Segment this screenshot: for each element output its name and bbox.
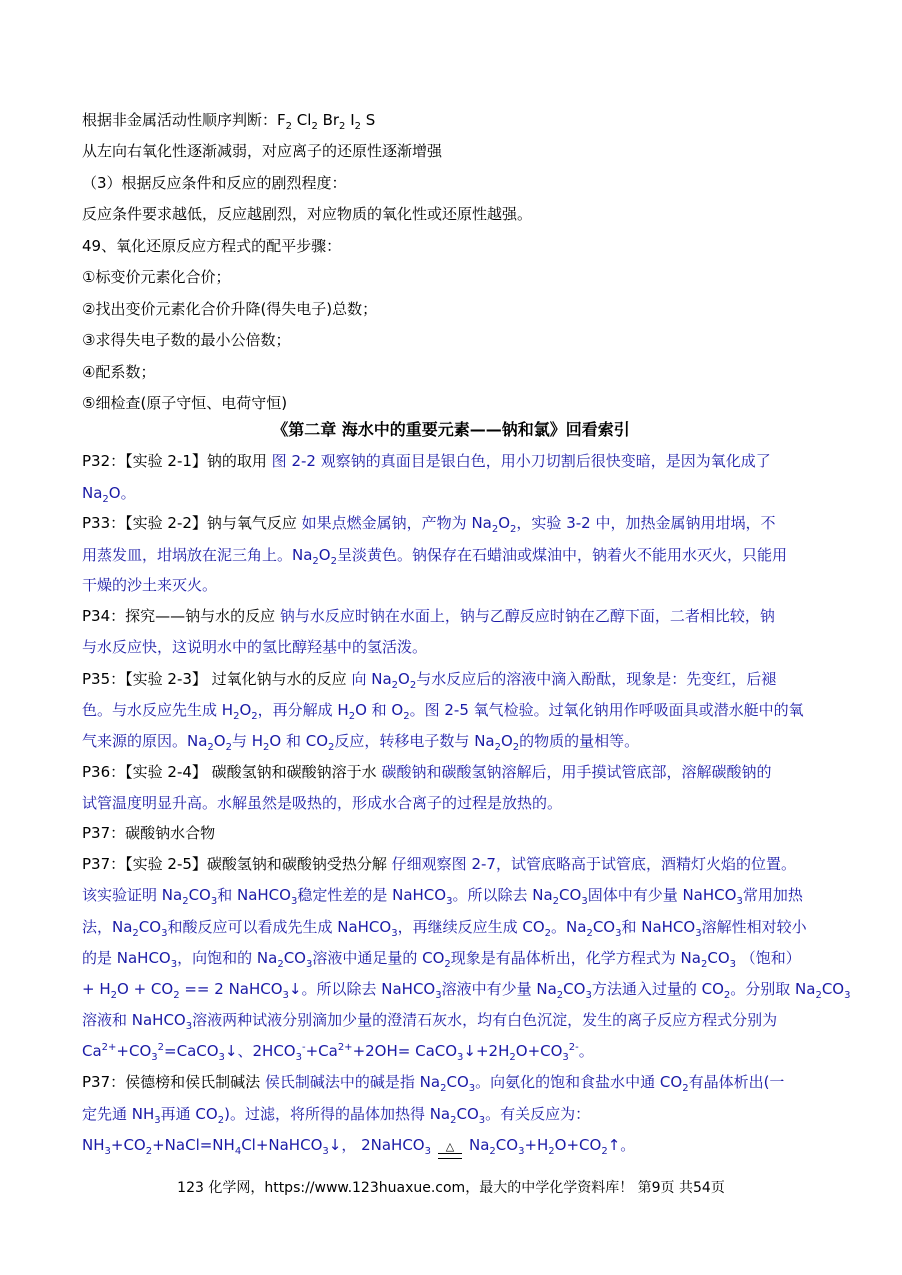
- text-segment: 侯氏制碱法中的碱是指 Na: [264, 1073, 441, 1091]
- subscript: 3: [844, 990, 851, 1001]
- subscript: 3: [170, 959, 178, 970]
- text-segment: CO: [707, 949, 730, 967]
- text-segment: I: [345, 111, 355, 129]
- subscript: 3: [581, 896, 588, 907]
- text-segment: S: [361, 111, 376, 129]
- text-segment: 常用加热: [742, 886, 803, 904]
- text-segment: 反应条件要求越低，反应越剧烈，对应物质的氧化性或还原性越强。: [82, 205, 533, 223]
- text-segment: =CaCO: [164, 1042, 219, 1060]
- text-segment: 色。与水反应先生成 H: [82, 701, 234, 719]
- subscript: 2: [225, 742, 232, 753]
- subscript: 2: [440, 1083, 447, 1094]
- text-line: [82, 1072, 832, 1092]
- text-line: [82, 1010, 832, 1030]
- text-segment: ③求得失电子数的最小公倍数；: [82, 331, 291, 349]
- subscript: 3: [518, 1146, 525, 1157]
- text-segment: P34：探究——钠与水的反应: [82, 607, 280, 625]
- text-segment: == 2 NaHCO: [179, 980, 283, 998]
- text-line: [82, 669, 832, 689]
- text-segment: )。过滤，将所得的晶体加热得 Na: [224, 1105, 451, 1123]
- subscript: 2: [548, 1146, 555, 1157]
- text-segment: O: [500, 732, 513, 750]
- text-segment: 钠与水反应时钠在水面上，钠与乙醇反应时钠在乙醇下面，二者相比较，钠: [279, 607, 775, 625]
- text-segment: + H: [82, 980, 111, 998]
- text-segment: 法，Na: [82, 918, 133, 936]
- subscript: 2: [489, 1146, 496, 1157]
- subscript: 3: [468, 1083, 476, 1094]
- text-segment: CO: [563, 980, 586, 998]
- text-segment: 仔细观察图 2-7，试管底略高于试管底，酒精灯火焰的位置。: [391, 855, 796, 873]
- text-segment: ↓。所以除去 NaHCO: [288, 980, 436, 998]
- text-segment: 。图 2-5 氧气检验。过氧化钠用作呼吸面具或潜水艇中的氧: [409, 701, 804, 719]
- text-segment: O。: [108, 484, 136, 502]
- subscript: 2: [391, 680, 399, 691]
- subscript: 3: [210, 896, 218, 907]
- text-segment: +Ca: [305, 1042, 338, 1060]
- text-segment: ⑤细检查(原子守恒、电荷守恒): [82, 394, 288, 412]
- text-line: [82, 267, 832, 287]
- subscript: 3: [305, 959, 313, 970]
- text-segment: 反应，转移电子数与 Na: [334, 732, 495, 750]
- text-segment: ↓， 2NaHCO: [328, 1136, 425, 1154]
- text-segment: O+CO: [554, 1136, 602, 1154]
- text-segment: 。有关反应为：: [485, 1105, 591, 1123]
- subscript: 3: [391, 928, 398, 939]
- subscript: 2: [354, 121, 361, 132]
- subscript: 3: [185, 1021, 193, 1032]
- text-segment: CO: [592, 918, 616, 936]
- text-segment: ②找出变价元素化合价升降(得失电子)总数；: [82, 300, 378, 318]
- text-segment: 的是 NaHCO: [82, 949, 171, 967]
- text-segment: +CO: [110, 1136, 146, 1154]
- subscript: 3: [562, 1052, 569, 1063]
- subscript: 2: [348, 711, 356, 722]
- subscript: 2: [491, 524, 499, 535]
- text-segment: 溶解性相对较小: [701, 918, 807, 936]
- text-segment: ，再分解成 H: [257, 701, 349, 719]
- subscript: 2: [510, 524, 517, 535]
- subscript: 2: [233, 711, 240, 722]
- text-segment: O + CO: [117, 980, 174, 998]
- text-segment: CO: [283, 949, 306, 967]
- text-segment: 有晶体析出(一: [688, 1073, 785, 1091]
- text-segment: +2OH= CaCO: [352, 1042, 458, 1060]
- subscript: 2: [509, 1052, 516, 1063]
- subscript: 3: [322, 1146, 329, 1157]
- text-segment: NH: [82, 1136, 105, 1154]
- subscript: 2: [102, 494, 109, 505]
- text-line: [82, 762, 832, 782]
- text-line: [82, 854, 832, 874]
- subscript: 2: [330, 556, 337, 567]
- subscript: 2: [207, 742, 214, 753]
- text-segment: 碳酸钠和碳酸氢钠溶解后，用手摸试管底部，溶解碳酸钠的: [381, 763, 772, 781]
- page-footer: 123 化学网，https://www.123huaxue.com，最大的中学化学资料库！ 第9页 共54页: [177, 1180, 725, 1196]
- subscript: 3: [161, 928, 168, 939]
- subscript: 3: [424, 1146, 431, 1157]
- text-segment: CO: [821, 980, 845, 998]
- text-segment: 的物质的量相等。: [519, 732, 640, 750]
- text-line: [82, 793, 832, 813]
- text-line: [82, 823, 832, 843]
- text-segment: Cl: [292, 111, 312, 129]
- text-segment: 。分别取 Na: [730, 980, 816, 998]
- subscript: 2: [339, 121, 346, 132]
- text-segment: Ca: [82, 1042, 102, 1060]
- text-line: [82, 362, 832, 382]
- text-segment: 固体中有少量 NaHCO: [587, 886, 737, 904]
- subscript: 2: [277, 959, 284, 970]
- text-segment: 试管温度明显升高。水解虽然是吸热的，形成水合离子的过程是放热的。: [82, 794, 563, 812]
- text-segment: （3）根据反应条件和反应的剧烈程度：: [82, 174, 347, 192]
- text-segment: P35：【实验 2-3】 过氧化钠与水的反应: [82, 670, 352, 688]
- subscript: 2: [444, 959, 451, 970]
- superscript: -: [301, 1042, 306, 1053]
- text-segment: ①标变价元素化合价；: [82, 268, 231, 286]
- subscript: 2: [403, 711, 410, 722]
- subscript: 2: [328, 742, 335, 753]
- text-segment: 溶液中通足量的 CO: [312, 949, 445, 967]
- text-segment: CO: [138, 918, 162, 936]
- text-segment: 方法通入过量的 CO: [591, 980, 724, 998]
- text-segment: O: [498, 514, 511, 532]
- subscript: 2: [145, 1146, 153, 1157]
- text-segment: Cl+NaHCO: [241, 1136, 323, 1154]
- text-segment: P37：碳酸钠水合物: [82, 824, 216, 842]
- text-line: [82, 451, 832, 471]
- subscript: 2: [815, 990, 822, 1001]
- text-segment: 与水反应后的溶液中滴入酚酞，现象是：先变红，后褪: [416, 670, 777, 688]
- text-segment: 溶液和 NaHCO: [82, 1011, 186, 1029]
- text-segment: 溶液中有少量 Na: [441, 980, 557, 998]
- subscript: 2: [182, 896, 189, 907]
- text-line: [82, 731, 832, 751]
- text-segment: 溶液两种试液分别滴加少量的澄清石灰水，均有白色沉淀，发生的离子反应方程式分别为: [192, 1011, 778, 1029]
- text-segment: ④配系数；: [82, 363, 156, 381]
- text-segment: CO: [559, 886, 582, 904]
- text-segment: Na: [82, 484, 103, 502]
- text-segment: 定先通 NH: [82, 1105, 155, 1123]
- superscript: 2-: [568, 1042, 579, 1053]
- subscript: 2: [450, 1115, 457, 1126]
- text-line: [82, 948, 832, 968]
- text-line: [82, 1041, 832, 1061]
- subscript: 2: [723, 990, 731, 1001]
- text-segment: 用蒸发皿，坩埚放在泥三角上。Na: [82, 546, 313, 564]
- text-segment: O: [213, 732, 226, 750]
- text-segment: +H: [524, 1136, 549, 1154]
- text-line: [82, 204, 832, 224]
- text-segment: CO: [188, 886, 211, 904]
- text-segment: 和 NaHCO: [621, 918, 696, 936]
- subscript: 3: [615, 928, 622, 939]
- text-segment: +NaCl=NH: [152, 1136, 235, 1154]
- text-line: [82, 917, 832, 937]
- text-segment: 气来源的原因。Na: [82, 732, 208, 750]
- text-line: [82, 483, 832, 503]
- text-line: [82, 330, 832, 350]
- text-segment: 向 Na: [351, 670, 392, 688]
- text-segment: O: [398, 670, 410, 688]
- subscript: 3: [282, 990, 289, 1001]
- subscript: 3: [478, 1115, 486, 1126]
- text-line: [82, 513, 832, 533]
- subscript: 3: [104, 1146, 111, 1157]
- text-segment: 根据非金属活动性顺序判断：F: [82, 111, 286, 129]
- subscript: 2: [409, 680, 417, 691]
- subscript: 3: [736, 896, 743, 907]
- text-line: [82, 141, 832, 161]
- subscript: 3: [729, 959, 736, 970]
- text-segment: P33：【实验 2-2】钠与氧气反应: [82, 514, 302, 532]
- subscript: 3: [218, 1052, 225, 1063]
- text-line: [82, 545, 832, 565]
- text-segment: P32：【实验 2-1】钠的取用: [82, 452, 272, 470]
- text-segment: 从左向右氧化性逐渐减弱，对应离子的还原性逐渐增强: [82, 142, 443, 160]
- text-line: [82, 575, 832, 595]
- text-segment: 现象是有晶体析出，化学方程式为 Na: [450, 949, 701, 967]
- text-segment: CO: [456, 1105, 479, 1123]
- text-line: [82, 110, 832, 130]
- text-segment: 。: [578, 1042, 594, 1060]
- text-segment: O: [318, 546, 331, 564]
- text-line: [82, 393, 832, 413]
- subscript: 2: [263, 742, 270, 753]
- subscript: 3: [151, 1052, 158, 1063]
- subscript: 2: [132, 928, 139, 939]
- text-segment: 和酸反应可以看成先生成 NaHCO: [167, 918, 392, 936]
- text-segment: （饱和）: [736, 949, 801, 967]
- subscript: 2: [586, 928, 593, 939]
- subscript: 2: [285, 121, 293, 132]
- text-segment: P36：【实验 2-4】 碳酸氢钠和碳酸钠溶于水: [82, 763, 382, 781]
- text-segment: Br: [317, 111, 340, 129]
- subscript: 3: [457, 1052, 464, 1063]
- text-segment: CO: [446, 1073, 469, 1091]
- subscript: 2: [544, 928, 552, 939]
- subscript: 3: [154, 1115, 161, 1126]
- text-segment: ↑。: [607, 1136, 636, 1154]
- text-segment: 《第二章 海水中的重要元素——钠和氯》回看索引: [272, 420, 630, 439]
- text-segment: CO: [495, 1136, 519, 1154]
- text-segment: 。Na: [551, 918, 587, 936]
- text-segment: O 和 O: [355, 701, 404, 719]
- text-segment: P37：侯德榜和侯氏制碱法: [82, 1073, 265, 1091]
- subscript: 4: [234, 1146, 242, 1157]
- subscript: 3: [446, 896, 453, 907]
- text-segment: 干燥的沙土来灭火。: [82, 576, 218, 594]
- text-segment: 该实验证明 Na: [82, 886, 183, 904]
- text-segment: 稳定性差的是 NaHCO: [297, 886, 447, 904]
- superscript: 2: [157, 1042, 165, 1053]
- heat-condition-symbol: △: [437, 1137, 463, 1157]
- text-segment: ，实验 3-2 中，加热金属钠用坩埚，不: [516, 514, 776, 532]
- text-segment: 呈淡黄色。钠保存在石蜡油或煤油中，钠着火不能用水灭火，只能用: [336, 546, 787, 564]
- text-segment: 与 H: [231, 732, 264, 750]
- text-line: [82, 236, 832, 256]
- text-segment: ↓、2HCO: [224, 1042, 296, 1060]
- text-line: [82, 173, 832, 193]
- text-segment: +CO: [116, 1042, 152, 1060]
- text-segment: O+CO: [515, 1042, 563, 1060]
- subscript: 3: [290, 896, 298, 907]
- subscript: 2: [556, 990, 564, 1001]
- text-segment: ，再继续反应生成 CO: [397, 918, 545, 936]
- text-segment: 49、氧化还原反应方程式的配平步骤：: [82, 237, 342, 255]
- text-segment: 。向氨化的饱和食盐水中通 CO: [475, 1073, 683, 1091]
- subscript: 2: [110, 990, 117, 1001]
- superscript: 2+: [337, 1042, 353, 1053]
- text-segment: 再通 CO: [160, 1105, 218, 1123]
- text-segment: Na: [468, 1136, 490, 1154]
- text-segment: 。所以除去 Na: [452, 886, 553, 904]
- text-segment: ↓+2H: [463, 1042, 510, 1060]
- subscript: 2: [251, 711, 258, 722]
- text-line: [82, 979, 851, 1001]
- text-line: [82, 1135, 832, 1157]
- text-segment: ，向饱和的 Na: [177, 949, 278, 967]
- subscript: 2: [682, 1083, 689, 1094]
- text-segment: 图 2-2 观察钠的真面目是银白色，用小刀切割后很快变暗，是因为氧化成了: [271, 452, 771, 470]
- text-line: [82, 606, 832, 626]
- subscript: 2: [173, 990, 180, 1001]
- text-line: [82, 1104, 832, 1124]
- subscript: 2: [217, 1115, 225, 1126]
- subscript: 3: [695, 928, 702, 939]
- text-line: [82, 885, 832, 905]
- subscript: 2: [311, 121, 318, 132]
- text-segment: O 和 CO: [269, 732, 329, 750]
- text-segment: 和 NaHCO: [217, 886, 291, 904]
- text-line: [82, 700, 832, 720]
- subscript: 3: [435, 990, 442, 1001]
- subscript: 2: [601, 1146, 608, 1157]
- subscript: 2: [700, 959, 708, 970]
- subscript: 3: [295, 1052, 302, 1063]
- text-line: [82, 299, 832, 319]
- subscript: 2: [512, 742, 520, 753]
- subscript: 3: [585, 990, 592, 1001]
- text-line: [82, 637, 832, 657]
- text-segment: 如果点燃金属钠，产物为 Na: [301, 514, 492, 532]
- subscript: 2: [552, 896, 560, 907]
- text-segment: O: [239, 701, 252, 719]
- text-segment: P37：【实验 2-5】碳酸氢钠和碳酸钠受热分解: [82, 855, 392, 873]
- subscript: 2: [312, 556, 319, 567]
- subscript: 2: [494, 742, 501, 753]
- section-heading: [0, 420, 902, 440]
- superscript: 2+: [101, 1042, 117, 1053]
- text-segment: 与水反应快，这说明水中的氢比醇羟基中的氢活泼。: [82, 638, 428, 656]
